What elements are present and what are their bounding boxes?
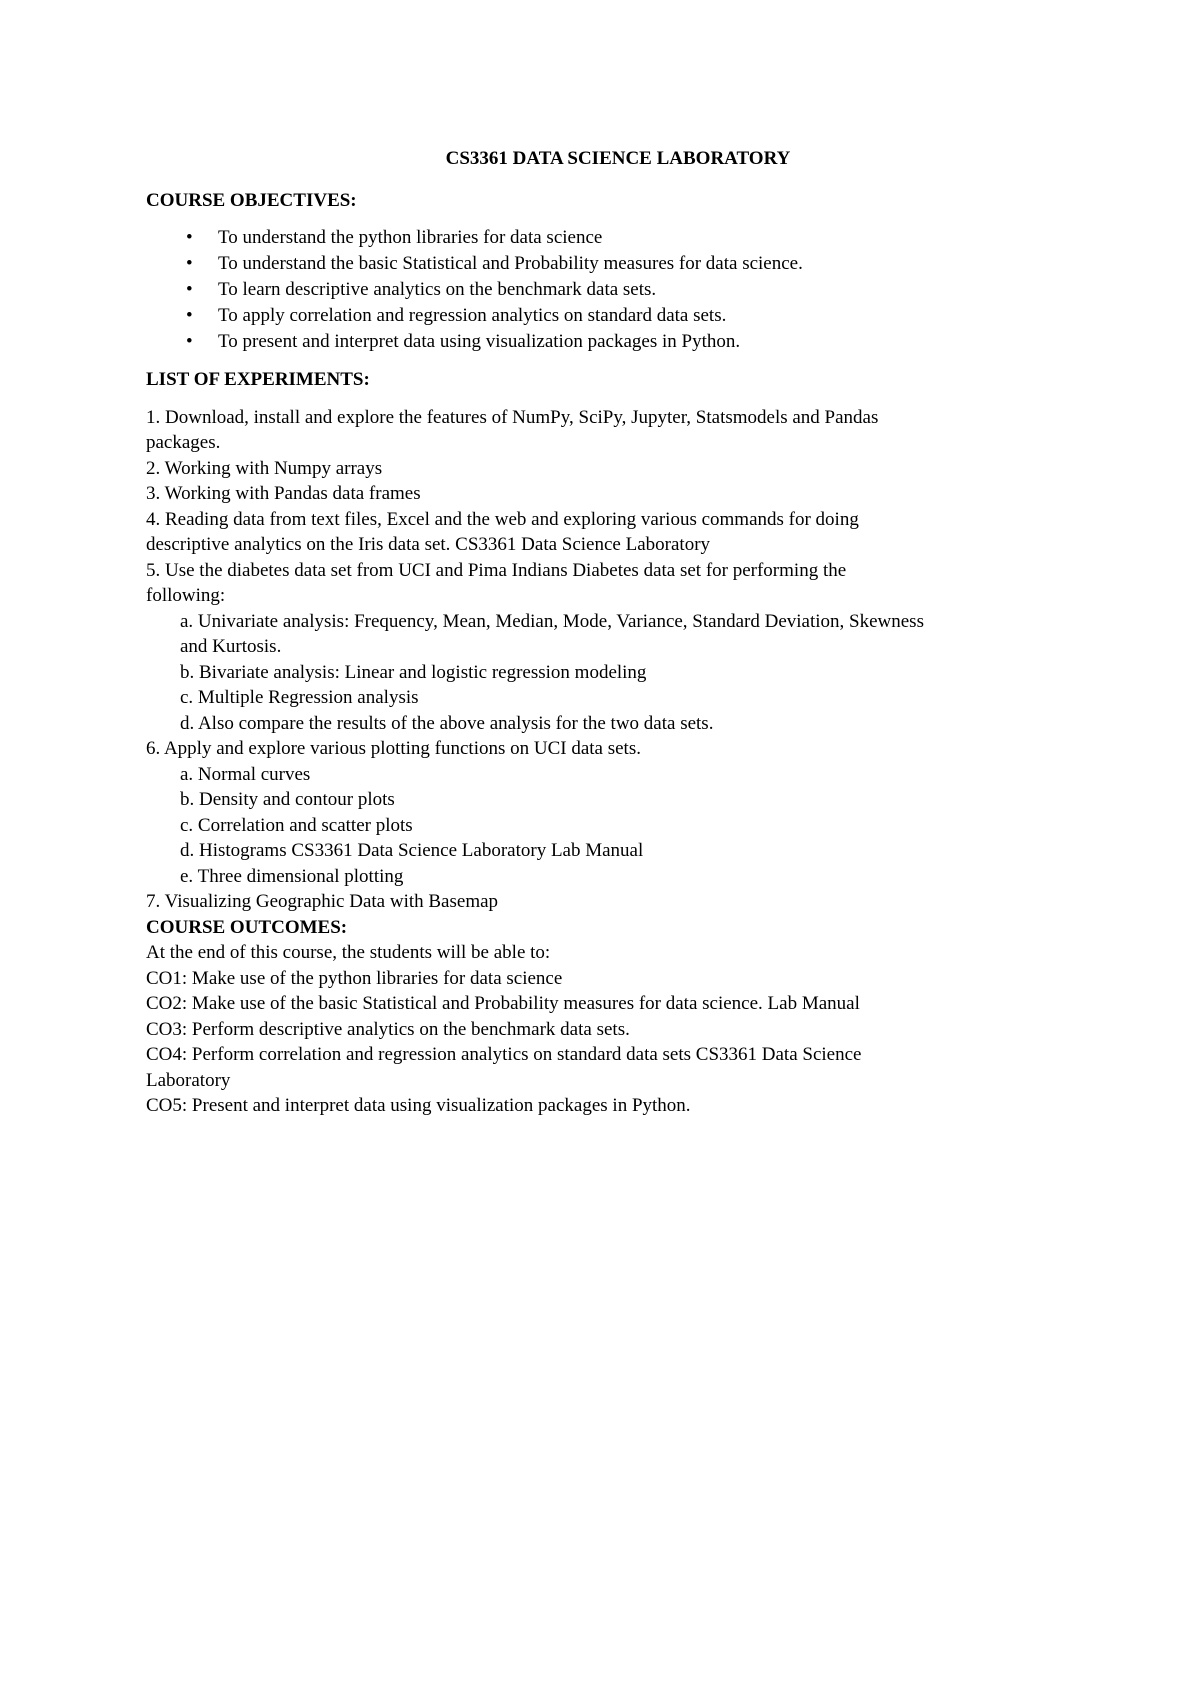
outcomes-list <box>146 940 1076 1119</box>
objectives-list <box>146 225 1076 355</box>
experiment-subline: a. Univariate analysis: Frequency, Mean, Median, Mode, Variance, Standard Deviation, Skewness <box>180 610 924 632</box>
experiment-subline: and Kurtosis. <box>180 636 282 657</box>
objective-text: To understand the basic Statistical and Probability measures for data science. <box>218 253 803 274</box>
objective-text: To learn descriptive analytics on the benchmark data sets. <box>218 279 657 300</box>
objective-item <box>146 277 1076 303</box>
experiment-line: 7. Visualizing Geographic Data with Basemap <box>146 891 499 912</box>
bullet-icon: • <box>186 331 193 352</box>
experiment-subline: d. Also compare the results of the above analysis for the two data sets. <box>180 712 714 734</box>
bullet-icon: • <box>186 253 193 274</box>
objective-text: To understand the python libraries for data science <box>218 227 603 248</box>
experiments-list <box>146 405 1076 915</box>
objective-text: To present and interpret data using visualization packages in Python. <box>218 331 741 352</box>
experiment-line: packages. <box>146 432 221 453</box>
experiment-line: 4. Reading data from text files, Excel and the web and exploring various commands for doing <box>146 508 859 530</box>
objectives-heading: COURSE OBJECTIVES: <box>146 189 357 211</box>
objective-item <box>146 329 1076 355</box>
experiment-line: 5. Use the diabetes data set from UCI and Pima Indians Diabetes data set for performing the <box>146 559 847 581</box>
experiment-subline: b. Bivariate analysis: Linear and logistic regression modeling <box>180 661 647 683</box>
bullet-icon: • <box>186 279 193 300</box>
experiment-subline: d. Histograms CS3361 Data Science Laboratory Lab Manual <box>180 840 644 861</box>
outcomes-heading: COURSE OUTCOMES: <box>146 916 348 938</box>
experiment-subline: e. Three dimensional plotting <box>180 865 404 887</box>
outcome-line: CO3: Perform descriptive analytics on the benchmark data sets. <box>146 1018 630 1040</box>
experiment-line: 2. Working with Numpy arrays <box>146 457 383 479</box>
objective-item <box>146 251 1076 277</box>
experiments-heading: LIST OF EXPERIMENTS: <box>146 369 370 390</box>
objective-text: To apply correlation and regression analytics on standard data sets. <box>218 305 727 326</box>
experiment-subline: c. Multiple Regression analysis <box>180 687 419 708</box>
document-title: CS3361 DATA SCIENCE LABORATORY <box>445 148 791 169</box>
document-page <box>146 140 1076 1119</box>
outcomes-intro: At the end of this course, the students will be able to: <box>146 942 551 963</box>
outcome-line: Laboratory <box>146 1069 231 1091</box>
objective-item <box>146 303 1076 329</box>
experiment-subline: c. Correlation and scatter plots <box>180 814 413 836</box>
experiment-line: 3. Working with Pandas data frames <box>146 483 421 504</box>
experiment-subline: b. Density and contour plots <box>180 789 395 810</box>
bullet-icon: • <box>186 305 193 326</box>
outcome-line: CO4: Perform correlation and regression analytics on standard data sets CS3361 Data Science <box>146 1044 862 1065</box>
objective-item <box>146 225 1076 251</box>
experiment-subline: a. Normal curves <box>180 763 311 785</box>
experiment-line: descriptive analytics on the Iris data set. CS3361 Data Science Laboratory <box>146 534 711 555</box>
outcome-line: CO5: Present and interpret data using visualization packages in Python. <box>146 1095 691 1116</box>
experiment-line: following: <box>146 585 226 606</box>
bullet-icon: • <box>186 227 193 248</box>
experiment-line: 6. Apply and explore various plotting functions on UCI data sets. <box>146 738 641 759</box>
outcome-line: CO1: Make use of the python libraries for data science <box>146 967 563 989</box>
outcome-line: CO2: Make use of the basic Statistical and Probability measures for data science. Lab Manual <box>146 993 860 1014</box>
experiment-line: 1. Download, install and explore the features of NumPy, SciPy, Jupyter, Statsmodels and Pandas <box>146 406 879 428</box>
